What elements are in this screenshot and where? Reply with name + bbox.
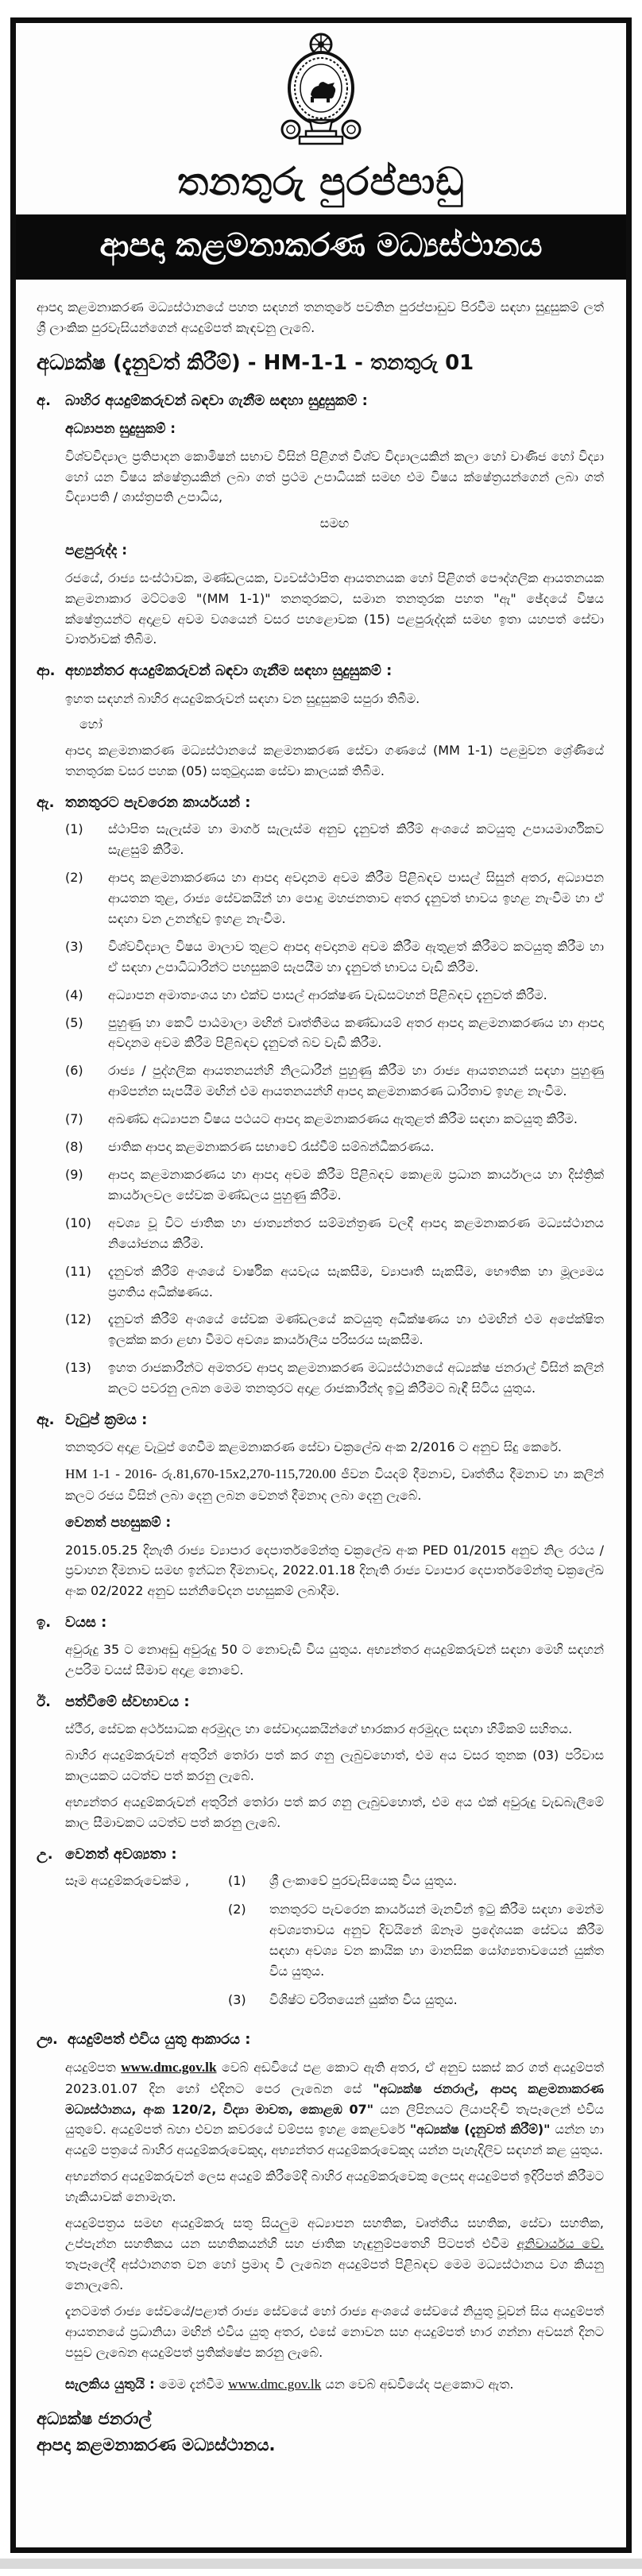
section-internal-qualifications xyxy=(37,659,604,782)
appointment-p3: අභ්‍යන්තර අයදුම්කරුවන් අතුරින් තෝරා පත් කර ගනු ලැබුවහොත්, එම අය එක් අවුරුදු වැඩබැලීමේ කාල සීමාවකට යටත්ව පත් කරනු ලැබේ. xyxy=(65,1794,604,1831)
section-letter: ඉ. xyxy=(37,1614,52,1632)
requirement-text: තනතුරට පැවරෙන කාර්යයන් මැනවින් ඉටු කිරීම සඳහා මෙන්ම අවශ්‍යතාවය අනුව දිවයිනේ ඕනෑම ප්‍රදේශයක සේවය කිරීම සඳහා අවශ්‍ය වන කායික හා මානසික යෝග්‍යතාවයෙන් යුක්ත විය යුතුය. xyxy=(269,1902,604,1979)
section-heading xyxy=(37,791,604,814)
duty-item xyxy=(65,1213,604,1254)
duty-item xyxy=(65,985,604,1006)
section-letter: ඇ. xyxy=(37,794,55,812)
duty-number: (5) xyxy=(65,1014,83,1030)
duty-text: අධ්‍යාපන අමාත්‍යංශය හා එක්ව පාසල් ආරක්ෂණ වැඩසටහන් පිළිබඳව දැනුවත් කිරීම. xyxy=(108,987,547,1002)
experience-text: රජයේ, රාජ්‍ය සංස්ථාවක, මණ්ඩලයක, ව්‍යවස්ථාපිත ආයතනයක හෝ පිළිගත් පෞද්ගලික ආයතනයක කළමනාකාර මට්ටමේ "(MM 1-1)" තනතුරකට, සමාන තනතුරක පහත "ඇ" ඡේදයේ විෂය ක්ෂේත්‍රයන්ට අදාළව අවම වශයෙන් වසර පහළොවක (15) පළපුරුද්දක් සමඟ ඉතා යහපත් සේවා වාර්තාවක් තිබීම. xyxy=(65,570,604,647)
section-letter: ඌ. xyxy=(37,2030,58,2048)
salary-p1: තනතුරට අදාළ වැටුප් ගෙවීම කළමනාකරණ සේවා චක්‍රලේඛ අංක 2/2016 ට අනුව සිදු කෙරේ. xyxy=(65,1439,562,1455)
section-heading xyxy=(37,1843,604,1866)
facilities-subheading: වෙනත් පහසුකම් : xyxy=(65,1515,172,1531)
duty-number: (6) xyxy=(65,1063,83,1079)
intro-paragraph: ආපදා කළමනාකරණ මධ්‍යස්ථානයේ පහත සඳහන් තනතුරේ පවතින පුරප්පාඩුව පිරවීම සඳහා සුදුසුකම් ලත් ශ්‍රී ලාංකික පුරවැසියන්ගෙන් අයදුම්පත් කැඳවනු ලැබේ. xyxy=(37,299,604,335)
salary-scale: HM 1-1 - 2016- රු.81,670-15x2,270-115,720.00 ජීවන වියදම් දීමනාව, වෘත්තීය දීමනාව හා කලින් කලට රජය විසින් ලබා දෙනු ලබන වෙනත් දීමනාද ලබා දෙනු ලැබේ. xyxy=(65,1466,604,1504)
section-title: බාහිර අයදුම්කරුවන් බඳවා ගැනීම සඳහා සුදුසුකම් : xyxy=(65,392,368,409)
duty-item xyxy=(65,1164,604,1206)
duty-item xyxy=(65,1358,604,1399)
duty-number: (8) xyxy=(65,1139,83,1155)
duty-number: (10) xyxy=(65,1215,91,1230)
connector-word: සමඟ xyxy=(319,516,350,531)
duties-list xyxy=(37,819,604,1399)
requirement-number: (2) xyxy=(228,1902,246,1917)
duty-text: ඉහත රාජකාරීන්ට අමතරව ආපදා කළමනාකරණ මධ්‍යස්ථානයේ අධ්‍යක්ෂ ජනරාල් විසින් කලින් කලට පවරනු ලබන මෙම තනතුරට අදාළ රාජකාරීන්ද ඉටු කිරීමට බැඳී සිටිය යුතුය. xyxy=(108,1360,604,1396)
signature-title: අධ්‍යක්ෂ ජනරාල් xyxy=(37,2408,152,2428)
age-text: අවුරුදු 35 ට නොඅඩු අවුරුදු 50 ට නොවැඩි විය යුතුය. අභ්‍යන්තර අයදුම්කරුවන් සඳහා මෙහි සඳහන් උපරිම වයස් සීමාව අදාළ නොවේ. xyxy=(65,1642,604,1678)
document-frame xyxy=(10,17,632,2553)
requirement-item xyxy=(228,1899,604,1982)
section-how-to-apply xyxy=(37,2028,604,2396)
facilities-text: 2015.05.25 දිනැති රාජ්‍ය ව්‍යාපාර දෙපාර්තමේන්තු චක්‍රලේඛ අංක PED 01/2015 අනුව නිල රථය / ප්‍රවාහන දීමනාව සමඟ ඉන්ධන දීමනාවද, 2022.01.18 දිනැති රාජ්‍ය ව්‍යාපාර දෙපාර්තමේන්තු චක්‍රලේඛ අංක 02/2022 අනුව සන්නිවේදන පහසුකම් ලබාදීම. xyxy=(65,1542,604,1599)
requirement-text: ශ්‍රී ලංකාවේ පුරවැසියෙකු විය යුතුය. xyxy=(269,1873,458,1889)
section-letter: උ. xyxy=(37,1845,53,1863)
note-label: සැලකිය යුතුයි : xyxy=(65,2377,155,2393)
duty-text: දැනුවත් කිරීම් අංශයේ වාර්ෂික අයවැය සැකසීම, ව්‍යාපෘති සැකසීම, භෞතික හා මූල්‍යමය ප්‍රගතිය අධීක්ෂණය. xyxy=(108,1263,604,1300)
requirement-number: (3) xyxy=(228,1991,246,2007)
duty-item xyxy=(65,867,604,929)
organization-banner: ආපදා කළමනාකරණ මධ්‍යස්ථානය xyxy=(16,214,626,280)
section-title: වයස : xyxy=(65,1614,107,1632)
duty-number: (3) xyxy=(65,938,83,954)
section-letter: ඈ. xyxy=(37,1412,55,1429)
section-other-requirements xyxy=(37,1843,604,2018)
section-salary xyxy=(37,1408,604,1601)
duty-text: ආපදා කළමනාකරණය හා ආපදා අවදානම අවම කිරීම පිළිබඳව පාසල් සිසුන් අතර, අධ්‍යාපන ආයතන තුළ, රාජ්‍ය සේවකයින් හා පොදු මහජනතාව අතර දැනුවත් භාවය ඉහළ නැංවීම හා ඒ සඳහා වන උනන්දුව ඉහළ නැංවීම. xyxy=(108,870,604,926)
internal-p2: ආපදා කළමනාකරණ මධ්‍යස්ථානයේ කළමනාකරණ සේවා ගණයේ (MM 1-1) පළමුවන ශ්‍රේණියේ තනතුරක වසර පහක (05) සතුටුදායක සේවා කාලයක් තිබීම. xyxy=(65,743,604,779)
duty-item xyxy=(65,1109,604,1130)
signature-block xyxy=(37,2406,604,2458)
duty-text: දැනුවත් කිරීම් අංශයේ සේවක මණ්ඩලයේ කටයුතු අධීක්ෂණය හා එමඟින් එම අපේක්ෂිත ඉලක්ක කරා ළඟා වීමට අවශ්‍ය කාර්යාලීය පරිසරය සැකසීම. xyxy=(108,1311,604,1348)
duty-text: ස්ථාපිත සැලැස්ම හා මාර්ග සැලැස්ම අනුව දැනුවත් කිරීම් අංශයේ කටයුතු උපායමාර්ගිකව සැළසුම් කිරීම. xyxy=(108,821,604,858)
duty-item xyxy=(65,937,604,978)
section-duties xyxy=(37,791,604,1399)
section-letter: ඊ. xyxy=(37,1694,51,1711)
education-subheading: අධ්‍යාපන සුදුසුකම් : xyxy=(65,421,176,438)
section-age xyxy=(37,1611,604,1681)
sri-lanka-government-emblem-icon xyxy=(274,31,368,152)
requirements-lead: සෑම අයදුම්කරුවෙක්ම , xyxy=(65,1873,189,1889)
or-word: හෝ xyxy=(79,716,102,732)
duty-text: රාජ්‍ය / පුද්ගලික ආයතනයන්හි නිලධාරීන් පුහුණු කිරීම හා රාජ්‍ය ආයතනයන් සඳහා පුහුණු ආම්පන්න සැපයීම මඟින් එම ආයතනයන්හි ආපදා කළමනාකරණ ධාරිතාව ඉහළ නැංවීම. xyxy=(108,1063,604,1099)
section-heading xyxy=(37,1611,604,1634)
section-external-qualifications xyxy=(37,389,604,650)
section-heading xyxy=(37,2028,604,2051)
apply-p1: අයදුම්පත www.dmc.gov.lk වෙබ් අඩවියේ පළ කොට ඇති අතර, ඒ අනුව සකස් කර ගත් අයදුම්පත් 2023.01.07 දින හෝ එදිනට පෙර ලැබෙන සේ "අධ්‍යක්ෂ ජනරාල්, ආපදා කළමනාකරණ මධ්‍යස්ථානය, අංක 120/2, විද්‍යා මාවත, කොළඹ 07" යන ලිපිනයට ලියාපදිංචි තැපෑලෙන් එවිය යුතුවේ. අයදුම්පත් බහා එවන කවරයේ වම්පස ඉහළ කෙළවරේ "අධ්‍යක්ෂ (දැනුවත් කිරීම්)" යන්න හා අයදුම් පත්‍රයේ බාහිර අයදුම්කරුවෙකුද, අභ්‍යන්තර අයදුම්කරුවෙකුද යන්න පැහැදිලිව සඳහන් කළ යුතුය. xyxy=(65,2059,604,2158)
section-title: අයදුම්පත් එවිය යුතු ආකාරය : xyxy=(67,2030,251,2048)
note-line xyxy=(65,2373,604,2396)
duty-text: විශ්වවිද්‍යාල විෂය මාලාව තුළට ආපදා අවදානම අවම කිරීම ඇතුළත් කිරීමට කටයුතු කිරීම හා ඒ සඳහා උපාධිධාරින්ට පහසුකම් සැපයීම හා දැනුවත් භාවය වැඩි කිරීම. xyxy=(108,938,604,975)
duty-number: (13) xyxy=(65,1360,91,1376)
duty-number: (7) xyxy=(65,1111,83,1127)
section-heading xyxy=(37,659,604,682)
section-heading xyxy=(37,389,604,412)
emblem-container xyxy=(16,23,626,155)
section-heading xyxy=(37,1690,604,1713)
section-title: වෙනත් අවශ්‍යතා : xyxy=(65,1845,177,1863)
page-title: තනතුරු පුරප්පාඩු xyxy=(177,160,465,204)
section-letter: ආ. xyxy=(37,662,56,680)
experience-subheading: පළපුරුද්ද : xyxy=(65,543,128,559)
internal-p1: ඉහත සඳහන් බාහිර අයදුම්කරුවන් සඳහා වන සුදුසුකම් සපුරා තිබීම. xyxy=(65,690,420,706)
requirement-number: (1) xyxy=(228,1873,246,1889)
appointment-p1: ස්ථීර, සේවක අර්ථසාධක අරමුදල හා සේවාදායකයින්ගේ භාරකාර අරමුදල සඳහා හිමිකම් සහිතය. xyxy=(65,1721,573,1737)
section-letter: අ. xyxy=(37,392,51,409)
section-title: අභ්‍යන්තර අයදුම්කරුවන් බඳවා ගැනීම සඳහා සුදුසුකම් : xyxy=(65,662,393,680)
section-title: පත්වීමේ ස්වභාවය : xyxy=(65,1694,190,1711)
duty-text: අවශ්‍ය වූ විට ජාතික හා ජාත්‍යන්තර සම්මන්ත්‍රණ වලදී ආපදා කළමනාකරණ මධ්‍යස්ථානය නියෝජනය කිරීම. xyxy=(108,1215,604,1251)
requirement-item xyxy=(228,1990,604,2010)
section-title: තනතුරට පැවරෙන කාර්යයන් : xyxy=(65,794,251,812)
job-title: අධ්‍යක්ෂ (දැනුවත් කිරීම්) - HM-1-1 - තනතුරු 01 xyxy=(37,350,474,375)
notice-body xyxy=(16,280,626,2458)
apply-p4: දැනටමත් රාජ්‍ය සේවයේ/පළාත් රාජ්‍ය සේවයේ හෝ රාජ්‍ය අංශයේ සේවයේ නියුතු වූවන් සිය අයදුම්පත් ආයතනයේ ප්‍රධානියා මඟින් එවිය යුතු අතර, එසේ නොවන සහ අයදුම්පත් භාර ගන්නා අවසන් දිනට පසුව ලැබෙන අයදුම්පත් ප්‍රතික්ෂේප කරනු ලැබේ. xyxy=(65,2303,604,2360)
section-title: වැටුප් ක්‍රමය : xyxy=(65,1412,148,1429)
requirement-item xyxy=(228,1871,604,1891)
apply-p2: අභ්‍යන්තර අයදුම්කරුවන් ලෙස අයදුම් කිරීමේදී බාහිර අයදුම්කරුවෙකු ලෙසද අයදුම්පත් ඉදිරිපත් කිරීමට හැකියාවක් නොමැත. xyxy=(65,2169,604,2205)
section-appointment-nature xyxy=(37,1690,604,1833)
duty-item xyxy=(65,1060,604,1102)
note-text: මෙම දැන්වීම www.dmc.gov.lk යන වෙබ් අඩවියේද පළකොට ඇත. xyxy=(154,2377,514,2393)
duty-number: (4) xyxy=(65,987,83,1002)
duty-item xyxy=(65,1309,604,1350)
duty-item xyxy=(65,819,604,860)
duty-item xyxy=(65,1137,604,1157)
signature-organization: ආපදා කළමනාකරණ මධ්‍යස්ථානය. xyxy=(37,2435,276,2454)
apply-p3: අයදුම්පත්‍රය සමඟ අයදුම්කරු සතු සියලුම අධ්‍යාපන සහතික, වෘත්තීය සහතික, සේවා සහතික, උප්පැන්න සහතිකය යන සහතිකයන්හි සහ ජාතික හැඳුනුම්පතෙහි පිටපත් එවීම අනිවාර්යය වේ. තැපෑලේදී අස්ථානගත වන හෝ ප්‍රමාද වී ලැබෙන අයදුම්පත් පිළිබඳව මෙම මධ්‍යස්ථානය වග කියනු නොලැබේ. xyxy=(65,2215,604,2292)
duty-number: (11) xyxy=(65,1263,91,1279)
duty-text: ආපදා කළමනාකරණය හා ආපදා අවම කිරීම පිළිබඳව කොළඹ ප්‍රධාන කාර්යාලය හා දිස්ත්‍රික් කාර්යාලවල සේවක මණ්ඩලය පුහුණු කිරීම. xyxy=(108,1167,604,1203)
requirement-text: විශිෂ්ට චරිතයෙන් යුක්ත විය යුතුය. xyxy=(269,1991,458,2007)
duty-item xyxy=(65,1013,604,1054)
duty-text: අඛණ්ඩ අධ්‍යාපන විෂය පථයට ආපදා කළමනාකරණය ඇතුළත් කිරීම සඳහා කටයුතු කිරීම. xyxy=(108,1111,578,1127)
duty-number: (2) xyxy=(65,870,83,886)
duty-item xyxy=(65,1261,604,1303)
education-text: විශ්වවිද්‍යාල ප්‍රතිපාදන කොමිෂන් සභාව විසින් පිළිගත් විශ්ව විද්‍යාලයකින් කලා හෝ වාණිජ හෝ විද්‍යා හෝ යන විෂය ක්ෂේත්‍රයකින් ලබා ගත් ප්‍රථම උපාධියක් සමඟ එම විෂය ක්ෂේත්‍රයන්ගෙන් ලබා ගත් විද්‍යාපති / ශාස්ත්‍රපති උපාධිය, xyxy=(65,448,604,505)
section-heading xyxy=(37,1408,604,1431)
duty-text: පුහුණු හා කෙටි පාඨමාලා මඟින් වෘත්තීමය කණ්ඩායම් අතර ආපදා කළමනාකරණය හා ආපදා අවදානම අවම කිරීම පිළිබඳව දැනුවත් බව වැඩි කිරීම. xyxy=(108,1014,604,1051)
appointment-p2: බාහිර අයදුම්කරුවන් අතුරින් තෝරා පත් කර ගනු ලැබුවහොත්, එම අය වසර තුනක (03) පරිවාස කාලයකට යටත්ව පත් කරනු ලැබේ. xyxy=(65,1748,604,1784)
duty-number: (9) xyxy=(65,1167,83,1183)
duty-text: ජාතික ආපදා කළමනාකරණ සභාවේ රැස්වීම් සම්බන්ධීකරණය. xyxy=(108,1139,435,1155)
duty-number: (12) xyxy=(65,1311,91,1327)
duty-number: (1) xyxy=(65,821,83,837)
page-edge-strip xyxy=(0,2559,642,2569)
requirements-list xyxy=(228,1871,604,2018)
